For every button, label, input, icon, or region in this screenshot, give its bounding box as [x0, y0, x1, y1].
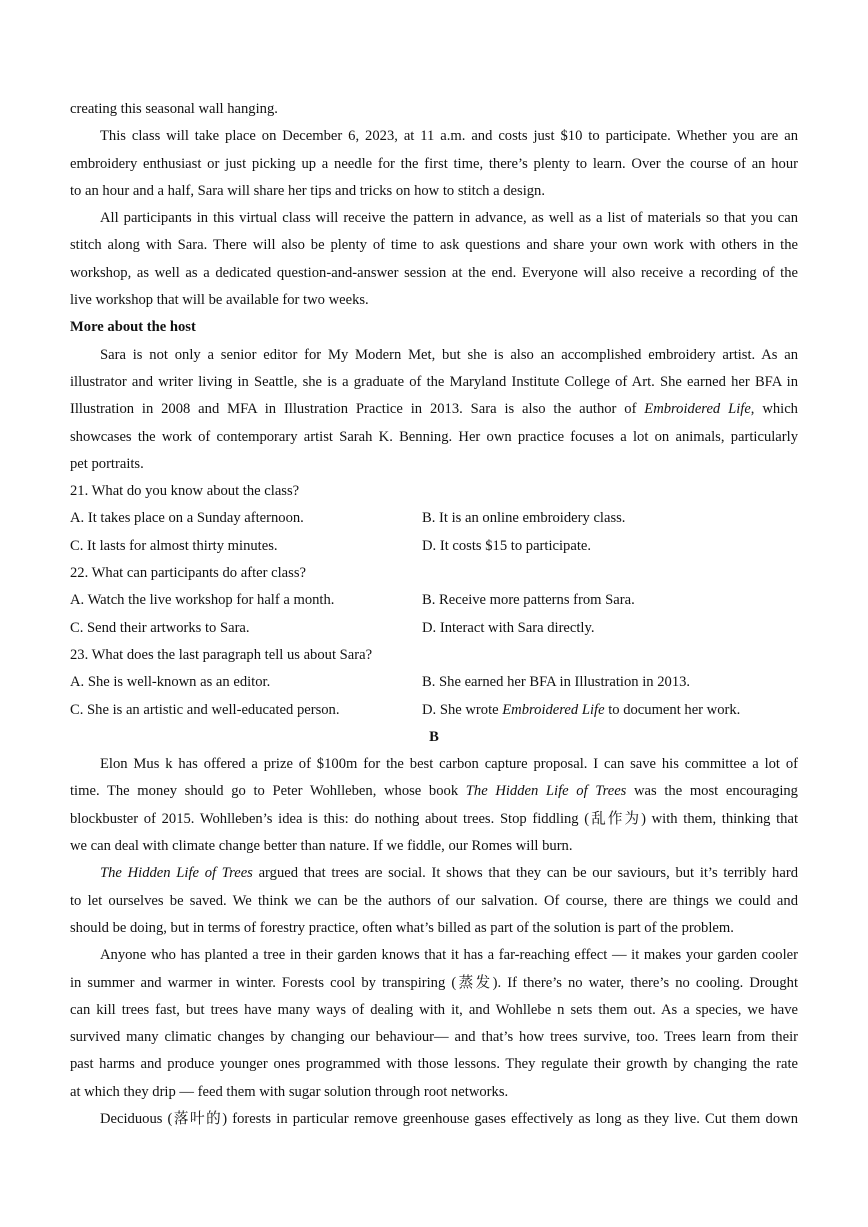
- option-c: C. It lasts for almost thirty minutes.: [70, 537, 278, 554]
- paragraph-line: All participants in this virtual class will receive the pattern in advance, as well as a list of materials so that you can: [100, 210, 798, 227]
- book-title: The Hidden Life of Trees: [100, 865, 253, 882]
- paragraph-line: [70, 860, 798, 887]
- text-run: time. The money should go to Peter Wohlleben, whose book: [70, 783, 466, 800]
- paragraph-line: should be doing, but in terms of forestry practice, often what’s billed as part of the solution is part of the problem.: [70, 919, 734, 936]
- option-row: [70, 697, 798, 724]
- text-run: D. She wrote: [422, 701, 503, 718]
- text-run: was the most encouraging: [626, 783, 798, 800]
- paragraph-line: live workshop that will be available for two weeks.: [70, 292, 369, 309]
- paragraph-line: Elon Mus k has offered a prize of $100m for the best carbon capture proposal. I can save his committee a lot of: [100, 756, 798, 773]
- text-run: argued that trees are social. It shows that they can be our saviours, but it’s terribly hard: [252, 865, 798, 882]
- paragraph-line: at which they drip — feed them with sugar solution through root networks.: [70, 1083, 509, 1100]
- paragraph-b4: [70, 1106, 798, 1133]
- paragraph-line: [70, 396, 798, 423]
- option-row: [70, 669, 798, 696]
- paragraph-b2: [70, 860, 798, 942]
- paragraph-line: we can deal with climate change better than nature. If we fiddle, our Romes will burn.: [70, 838, 573, 855]
- question-stem: 22. What can participants do after class?: [70, 565, 306, 582]
- text-run: , which: [750, 401, 798, 418]
- paragraph-line: blockbuster of 2015. Wohlleben’s idea is this: do nothing about trees. Stop fiddling (乱作为) with them, thinking that: [70, 810, 798, 827]
- paragraph-line: past harms and produce younger ones programmed with those lessons. They regulate their growth by changing the rate: [70, 1056, 798, 1073]
- paragraph-participants: [70, 205, 798, 314]
- paragraph-line: can kill trees fast, but trees have many ways of dealing with it, and Wohllebe n sets them out. As a species, we have: [70, 1001, 798, 1018]
- text-run: Illustration in 2008 and MFA in Illustration Practice in 2013. Sara is also the author of: [70, 401, 645, 418]
- paragraph-line: workshop, as well as a dedicated question-and-answer session at the end. Everyone will also receive a recording of the: [70, 264, 798, 281]
- paragraph-b1: [70, 751, 798, 860]
- option-row: [70, 533, 798, 560]
- question-22: [70, 560, 798, 642]
- paragraph-line: to let ourselves be saved. We think we can be the authors of our salvation. Of course, there are things we could and: [70, 892, 798, 909]
- option-c: C. Send their artworks to Sara.: [70, 619, 250, 636]
- book-title: Embroidered Life: [644, 401, 751, 418]
- book-title: Embroidered Life: [502, 701, 605, 718]
- paragraph-line: This class will take place on December 6, 2023, at 11 a.m. and costs just $10 to participate. Whether you are an: [100, 128, 798, 145]
- question-21: [70, 478, 798, 560]
- option-row: [70, 615, 798, 642]
- option-d: D. It costs $15 to participate.: [422, 537, 592, 554]
- question-23: [70, 642, 798, 724]
- option-b: B. It is an online embroidery class.: [422, 510, 626, 527]
- section-label: B: [429, 728, 439, 745]
- paragraph-host: [70, 342, 798, 478]
- option-a: A. She is well-known as an editor.: [70, 674, 271, 691]
- paragraph-line: Anyone who has planted a tree in their garden knows that it has a far-reaching effect — it makes your garden cooler: [100, 947, 798, 964]
- paragraph-line: Sara is not only a senior editor for My Modern Met, but she is also an accomplished embroidery artist. As an: [100, 346, 798, 363]
- paragraph-line: embroidery enthusiast or just picking up a needle for the first time, there’s plenty to learn. Over the course of an hour: [70, 155, 798, 172]
- paragraph-line: to an hour and a half, Sara will share her tips and tricks on how to stitch a design.: [70, 182, 545, 199]
- paragraph-line: pet portraits.: [70, 455, 144, 472]
- option-d: D. Interact with Sara directly.: [422, 619, 595, 636]
- paragraph-class-details: [70, 123, 798, 205]
- option-row: [70, 587, 798, 614]
- paragraph-b3: [70, 942, 798, 1106]
- paragraph-line: stitch along with Sara. There will also be plenty of time to ask questions and share your own work with others in the: [70, 237, 798, 254]
- paragraph-line: [70, 778, 798, 805]
- paragraph-line: in summer and warmer in winter. Forests cool by transpiring (蒸发). If there’s no water, there’s no cooling. Drought: [70, 974, 798, 991]
- book-title: The Hidden Life of Trees: [465, 783, 627, 800]
- option-b: B. Receive more patterns from Sara.: [422, 592, 635, 609]
- paragraph-line: Deciduous (落叶的) forests in particular remove greenhouse gases effectively as long as they live. Cut them down: [100, 1110, 798, 1127]
- option-a: A. Watch the live workshop for half a month.: [70, 592, 335, 609]
- paragraph-line: creating this seasonal wall hanging.: [70, 101, 278, 117]
- option-c: C. She is an artistic and well-educated person.: [70, 701, 340, 718]
- paragraph-line: showcases the work of contemporary artist Sarah K. Benning. Her own practice focuses a lot on animals, particularly: [70, 428, 798, 445]
- question-stem: 21. What do you know about the class?: [70, 483, 300, 500]
- option-a: A. It takes place on a Sunday afternoon.: [70, 510, 304, 527]
- paragraph-line: illustrator and writer living in Seattle, she is a graduate of the Maryland Institute College of Art. She earned her BFA in: [70, 373, 798, 390]
- option-d: [422, 697, 740, 724]
- question-stem: 23. What does the last paragraph tell us about Sara?: [70, 646, 373, 663]
- option-row: [70, 505, 798, 532]
- text-run: to document her work.: [604, 701, 741, 718]
- page-content: [70, 96, 798, 1133]
- section-heading: More about the host: [70, 319, 196, 336]
- option-b: B. She earned her BFA in Illustration in 2013.: [422, 674, 691, 691]
- paragraph-line: survived many climatic changes by changing our behaviour— and that’s how trees survive, too. Trees learn from their: [70, 1029, 798, 1046]
